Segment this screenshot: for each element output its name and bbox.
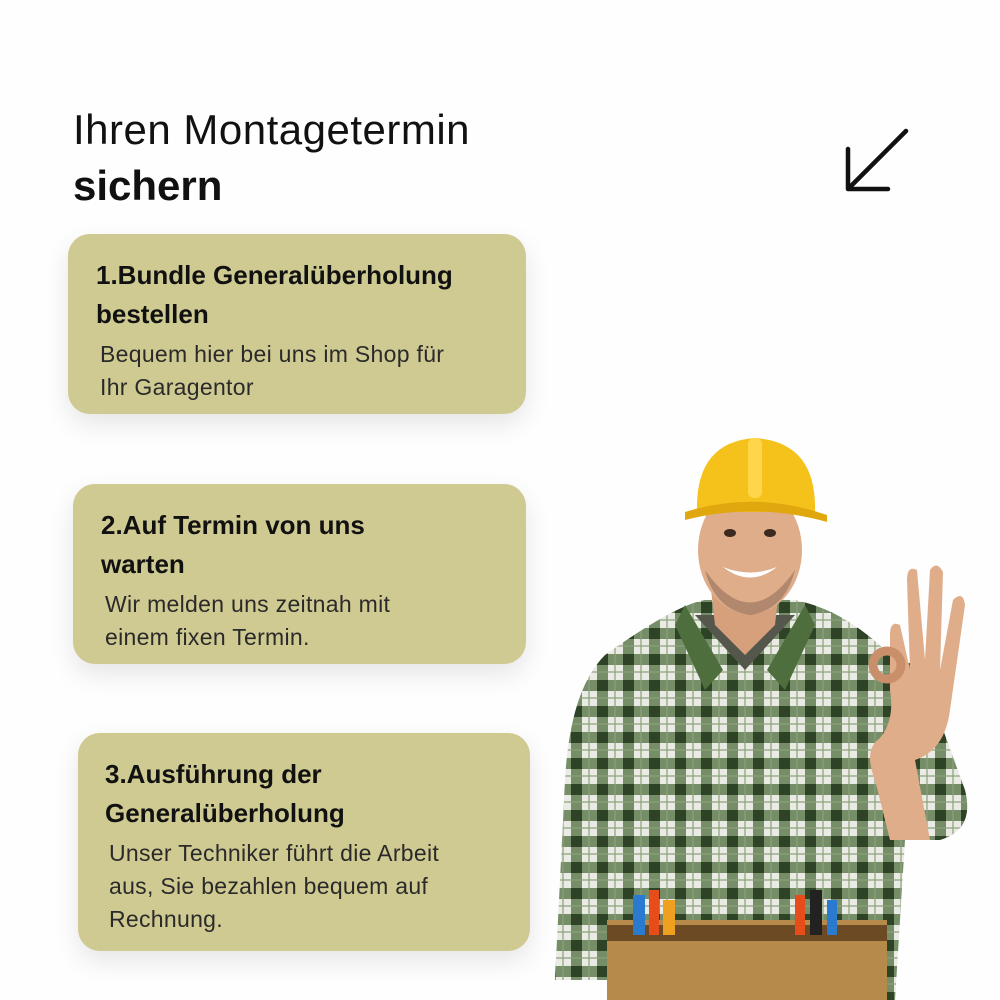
step-1-text-line-1: Bequem hier bei uns im Shop für bbox=[100, 341, 445, 367]
step-card-1 bbox=[68, 234, 526, 414]
step-1-title bbox=[96, 256, 506, 334]
step-1-title-line-2: bestellen bbox=[96, 299, 209, 329]
heading-line-1: Ihren Montagetermin bbox=[73, 106, 471, 153]
step-1-text-line-2: Ihr Garagentor bbox=[100, 374, 254, 400]
step-3-title-line-1: 3.Ausführung der bbox=[105, 759, 322, 789]
step-3-title-line-2: Generalüberholung bbox=[105, 798, 345, 828]
step-2-text-line-2: einem fixen Termin. bbox=[105, 624, 310, 650]
worker-illustration bbox=[545, 420, 1000, 1000]
page-heading bbox=[73, 104, 470, 216]
step-card-2 bbox=[73, 484, 526, 664]
step-1-text bbox=[100, 338, 506, 404]
step-2-text-line-1: Wir melden uns zeitnah mit bbox=[105, 591, 391, 617]
step-2-text bbox=[105, 588, 506, 654]
step-3-text-line-1: Unser Techniker führt die Arbeit bbox=[109, 840, 440, 866]
step-2-title-line-2: warten bbox=[101, 549, 185, 579]
step-1-title-line-1: 1.Bundle Generalüberholung bbox=[96, 260, 453, 290]
arrow-down-left-icon bbox=[840, 125, 912, 195]
step-2-title-line-1: 2.Auf Termin von uns bbox=[101, 510, 365, 540]
step-3-text-line-3: Rechnung. bbox=[109, 906, 223, 932]
step-2-title bbox=[101, 506, 506, 584]
heading-line-2: sichern bbox=[73, 162, 223, 209]
step-3-title bbox=[105, 755, 510, 833]
step-3-text-line-2: aus, Sie bezahlen bequem auf bbox=[109, 873, 429, 899]
step-card-3 bbox=[78, 733, 530, 951]
step-3-text bbox=[109, 837, 510, 936]
